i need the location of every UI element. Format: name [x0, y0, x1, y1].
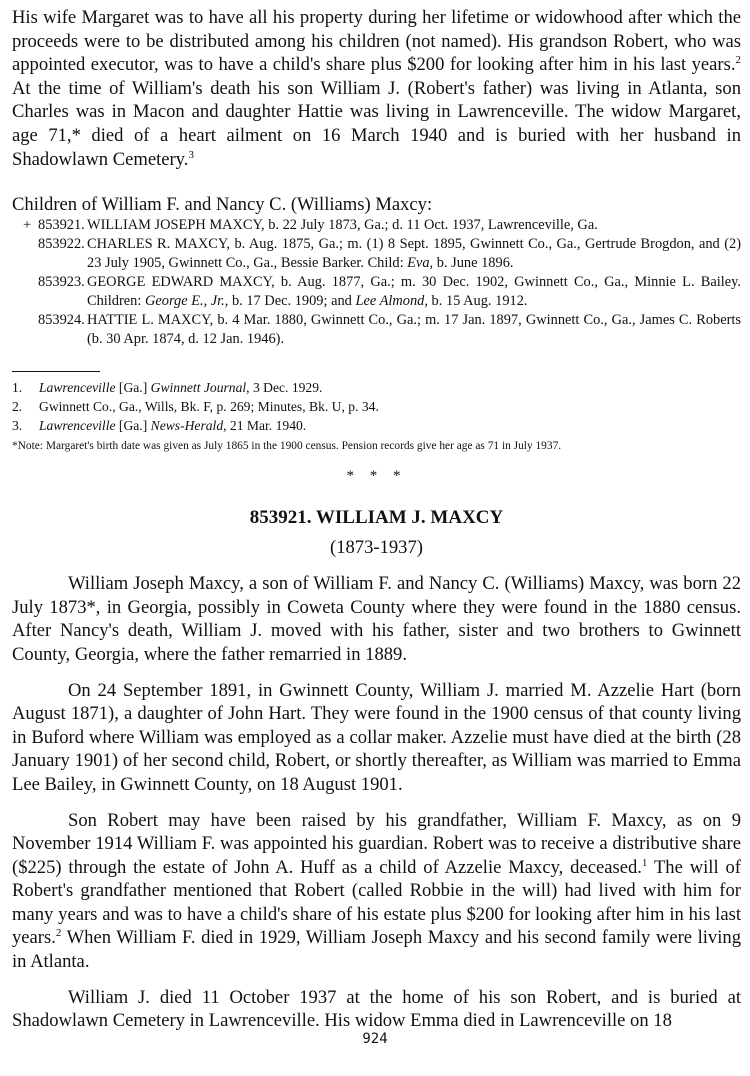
footnote-item — [12, 397, 741, 416]
children-list — [12, 216, 741, 349]
intro-paragraph — [12, 6, 741, 171]
child-text: , b. 17 Dec. 1909; and — [224, 293, 356, 310]
footnote-italic: Lawrenceville — [39, 418, 116, 434]
footnote-italic: Gwinnett Journal — [150, 380, 247, 396]
footnote-text: Gwinnett Co., Ga., Wills, Bk. F, p. 269; Minutes, Bk. U, p. 34. — [39, 399, 379, 415]
footnote-divider — [12, 371, 100, 372]
intro-text-1: His wife Margaret was to have all his property during her lifetime or widowhood after which the proceeds were to be distributed among his children (not named). His grandson Robert, who was appointed executor, was to have a child's share plus $200 for looking after him in his last years. — [12, 7, 741, 76]
body-paragraph: William J. died 11 October 1937 at the home of his son Robert, and is buried at Shadowlawn Cemetery in Lawrenceville. His widow Emma died in Lawrenceville on 18 — [12, 986, 741, 1032]
section-separator: * * * — [346, 468, 407, 485]
age-note: *Note: Margaret's birth date was given as July 1865 in the 1900 census. Pension records give her age as 71 in July 1937. — [12, 440, 562, 453]
child-number: 853922. — [38, 236, 85, 253]
body-text: Son Robert may have been raised by his grandfather, William F. Maxcy, as on 9 November 1914 William F. was appointed his guardian. Robert was to receive a distributive share ($225) through the estate of John A. Huff as a child of Azzelie Maxcy, deceased. — [12, 809, 741, 878]
child-entry — [12, 311, 741, 349]
page-number: 924 — [362, 1031, 388, 1047]
footnote-italic: News-Herald — [150, 418, 224, 434]
child-text: HATTIE L. MAXCY, b. 4 Mar. 1880, Gwinnett Co., Ga.; m. 17 Jan. 1897, Gwinnett Co., Ga., James C. Roberts (b. 30 Apr. 1874, d. 12 Jan. 1946). — [87, 312, 741, 348]
child-text: GEORGE EDWARD MAXCY, b. Aug. 1877, Ga.; m. 30 Dec. 1902, Gwinnett Co., Ga., Minnie L. Bailey. Children: — [87, 274, 741, 310]
child-text: , b. 15 Aug. 1912. — [424, 293, 528, 310]
child-entry — [12, 216, 741, 235]
footnote-item — [12, 416, 741, 435]
child-number: 853923. — [38, 274, 85, 291]
child-entry — [12, 273, 741, 311]
page-content — [12, 6, 741, 1033]
intro-text-2: At the time of William's death his son William J. (Robert's father) was living in Atlanta, son Charles was in Macon and daughter Hattie was living in Lawrenceville. The widow Margaret, age 71,* died of a heart ailment on 16 March 1940 and is buried with her husband in Shadowlawn Cemetery. — [12, 77, 741, 170]
child-text: CHARLES R. MAXCY, b. Aug. 1875, Ga.; m. (1) 8 Sept. 1895, Gwinnett Co., Ga., Gertrude Brogdon, and (2) 23 July 1905, Gwinnett Co., Ga., Bessie Barker. Child: — [87, 236, 741, 272]
footnote-text: [Ga.] — [115, 418, 151, 434]
footnote-ref: 2 — [735, 54, 741, 66]
body-text: The will of Robert's grandfather mentioned that Robert (called Robbie in the will) had lived with him for many years and was to have a child's share of his estate plus $200 for looking after him in his last years. — [12, 856, 741, 949]
child-name-italic: George E., Jr. — [144, 293, 225, 310]
footnote-ref: 1 — [641, 856, 648, 869]
footnote-italic: Lawrenceville — [39, 380, 116, 396]
footnote-ref: 3 — [188, 148, 194, 161]
child-number: 853924. — [38, 312, 85, 329]
body-text: When William F. died in 1929, William Joseph Maxcy and his second family were living in Atlanta. — [12, 927, 741, 973]
child-name-italic: Lee Almond — [355, 293, 425, 310]
footnote-text: , 21 Mar. 1940. — [223, 418, 307, 434]
has-line-marker: + — [23, 217, 32, 234]
footnotes — [12, 378, 741, 435]
footnote-number: 2. — [12, 399, 23, 415]
children-heading: Children of William F. and Nancy C. (Williams) Maxcy: — [12, 194, 433, 216]
footnote-text: [Ga.] — [115, 380, 151, 396]
child-entry — [12, 235, 741, 273]
child-number: 853921. — [38, 217, 85, 234]
footnote-number: 1. — [12, 380, 23, 396]
body-paragraph: On 24 September 1891, in Gwinnett County, William J. married M. Azzelie Hart (born August 1871), a daughter of John Hart. They were found in the 1900 census of that county living in Buford where William was employed as a collar maker. Azzelie must have died at the birth (28 January 1901) of her second child, Robert, or shortly thereafter, as William was married to Emma Lee Bailey, in Gwinnett County, on 18 August 1901. — [12, 679, 741, 795]
section-title: 853921. WILLIAM J. MAXCY — [249, 507, 504, 529]
footnote-text: , 3 Dec. 1929. — [246, 380, 323, 396]
footnote-ref: 2 — [55, 927, 62, 940]
section-dates: (1873-1937) — [330, 537, 423, 559]
child-text: WILLIAM JOSEPH MAXCY, b. 22 July 1873, Ga.; d. 11 Oct. 1937, Lawrenceville, Ga. — [87, 217, 598, 234]
footnote-item — [12, 378, 741, 397]
body-paragraph — [12, 809, 741, 974]
body-paragraph: William Joseph Maxcy, a son of William F. and Nancy C. (Williams) Maxcy, was born 22 July 1873*, in Georgia, possibly in Coweta County where they were found in the 1880 census. After Nancy's death, William J. moved with his father, sister and two brothers to Gwinnett County, Georgia, where the father remarried in 1889. — [12, 573, 741, 665]
footnote-number: 3. — [12, 418, 23, 434]
child-text: , b. June 1896. — [429, 255, 514, 272]
child-name-italic: Eva — [407, 255, 430, 272]
